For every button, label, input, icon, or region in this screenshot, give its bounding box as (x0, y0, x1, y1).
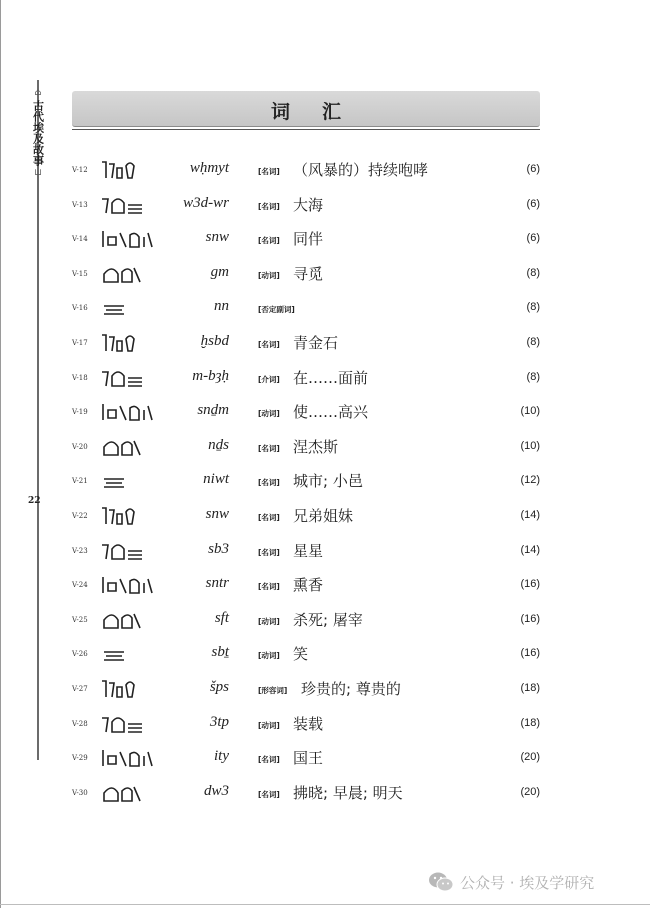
page-reference: (10) (520, 439, 540, 452)
part-of-speech: [名词] (258, 167, 280, 176)
hieroglyph-icon (100, 262, 180, 286)
hieroglyph-icon (100, 400, 180, 424)
hieroglyph-icon (100, 193, 180, 217)
part-of-speech: [名词] (258, 547, 280, 557)
vocab-entry (72, 777, 542, 812)
part-of-speech: [动词] (258, 616, 280, 626)
vocab-entry (72, 673, 542, 708)
watermark (428, 870, 594, 894)
vocab-entry (72, 258, 542, 293)
hieroglyph-icon (100, 539, 180, 563)
hieroglyph-group-icon (100, 642, 180, 666)
meaning: 寻觅 (293, 264, 324, 283)
entry-id: V-29 (72, 754, 88, 763)
page-reference: (8) (526, 335, 540, 348)
transliteration: wḥmyt (189, 160, 229, 176)
vocab-entry (72, 189, 542, 224)
entry-id: V-18 (72, 373, 88, 382)
meaning: 国王 (293, 749, 324, 768)
entry-id: V-22 (72, 511, 88, 520)
hieroglyph-icon (100, 296, 180, 320)
meaning: 同伴 (293, 230, 324, 249)
hieroglyph-group-icon (100, 400, 180, 424)
transliteration: snw (205, 505, 229, 522)
page-reference: (20) (520, 785, 540, 798)
hieroglyph-group-icon (100, 227, 180, 251)
hieroglyph-group-icon (100, 193, 180, 217)
page-reference: (8) (526, 301, 540, 314)
page-reference: (6) (526, 197, 540, 210)
vocab-entry (72, 742, 542, 777)
entry-id: V-15 (72, 269, 88, 278)
part-of-speech: [名词] (258, 582, 280, 592)
page-reference: (10) (520, 405, 540, 418)
hieroglyph-group-icon (100, 366, 180, 390)
meaning: 珍贵的; 尊贵的 (301, 679, 401, 698)
entry-id: V-27 (72, 684, 88, 693)
page-edge-bottom (0, 904, 650, 905)
part-of-speech: [名词] (258, 339, 280, 349)
entry-id: V-13 (72, 200, 88, 209)
meaning: 拂晓; 早晨; 明天 (293, 783, 403, 802)
entry-id: V-20 (72, 442, 88, 451)
vocab-entry (72, 396, 542, 431)
hieroglyph-icon (100, 677, 180, 701)
transliteration: gm (210, 263, 229, 280)
entry-id: V-26 (72, 650, 88, 659)
part-of-speech: [动词] (258, 409, 280, 419)
hieroglyph-group-icon (100, 539, 180, 563)
vocab-entry (72, 362, 542, 397)
part-of-speech: [名词] (258, 755, 280, 765)
watermark-text: 公众号 · 埃及学研究 (460, 873, 595, 892)
hieroglyph-icon (100, 746, 180, 770)
side-bottom-ornament: ⊔ (34, 168, 42, 178)
part-of-speech: [介词] (258, 374, 280, 384)
header-underline (72, 129, 540, 130)
page-reference: (14) (520, 508, 540, 521)
hieroglyph-group-icon (100, 677, 180, 701)
transliteration: snḏm (197, 402, 229, 419)
hieroglyph-icon (100, 608, 180, 632)
meaning: 在……面前 (293, 368, 369, 387)
part-of-speech: [形容词] (258, 685, 288, 695)
part-of-speech: [名词] (258, 236, 280, 246)
page-reference: (6) (526, 232, 540, 245)
entry-id: V-16 (72, 304, 88, 313)
meaning: 装载 (293, 714, 324, 733)
meaning: 杀死; 屠宰 (293, 610, 363, 629)
transliteration: šps (209, 678, 229, 695)
transliteration: sb3 (208, 540, 229, 557)
hieroglyph-icon (100, 469, 180, 493)
hieroglyph-group-icon (100, 435, 180, 459)
part-of-speech: [名词] (258, 443, 280, 453)
hieroglyph-icon (100, 642, 180, 666)
vocab-entry (72, 154, 542, 189)
transliteration: m-bȝḥ (192, 367, 229, 384)
meaning: 熏香 (293, 576, 324, 595)
vocab-entry (72, 638, 542, 673)
entry-id: V-12 (72, 166, 88, 174)
transliteration: niwt (203, 471, 229, 488)
hieroglyph-icon (100, 781, 180, 805)
entry-id: V-28 (72, 719, 88, 728)
hieroglyph-icon (100, 366, 180, 390)
part-of-speech: [动词] (258, 270, 280, 280)
transliteration: nḏs (208, 436, 229, 453)
page-reference: (16) (520, 578, 540, 591)
section-title: 词汇 (270, 101, 373, 123)
meaning: 星星 (293, 541, 324, 560)
part-of-speech: [名词] (258, 201, 280, 211)
meaning: 城市; 小邑 (293, 472, 363, 491)
meaning: 使……高兴 (293, 403, 369, 422)
meaning: 大海 (293, 195, 324, 214)
vocab-entry (72, 500, 542, 535)
transliteration: snw (205, 229, 229, 246)
meaning: （风暴的）持续咆哮 (293, 161, 429, 179)
transliteration: sntr (205, 575, 229, 592)
entry-id: V-21 (72, 477, 88, 486)
part-of-speech: [名词] (258, 512, 280, 522)
entry-id: V-24 (72, 581, 88, 590)
page-edge-left (0, 0, 1, 908)
transliteration: 3tp (209, 713, 229, 730)
hieroglyph-group-icon (100, 296, 180, 320)
hieroglyph-icon (100, 227, 180, 251)
meaning: 青金石 (293, 333, 339, 352)
page-reference: (16) (520, 647, 540, 660)
vocab-entry (72, 292, 542, 327)
page-reference: (18) (520, 681, 540, 694)
transliteration: sft (214, 609, 229, 626)
hieroglyph-group-icon (100, 573, 180, 597)
hieroglyph-group-icon (100, 712, 180, 736)
vocab-entry (72, 465, 542, 500)
hieroglyph-icon (100, 712, 180, 736)
page-reference: (12) (520, 474, 540, 487)
transliteration: w3d-wr (183, 194, 229, 211)
hieroglyph-group-icon (100, 469, 180, 493)
hieroglyph-group-icon (100, 608, 180, 632)
vocab-entry (72, 327, 542, 362)
page-reference: (6) (526, 163, 540, 175)
entry-id: V-14 (72, 235, 88, 244)
part-of-speech: [动词] (258, 720, 280, 730)
side-running-title (29, 88, 47, 178)
entry-id: V-23 (72, 546, 88, 555)
vocab-entry (72, 569, 542, 604)
entry-id: V-17 (72, 338, 88, 347)
page-reference: (8) (526, 370, 540, 383)
side-top-ornament: ⌂ (34, 88, 42, 98)
page-reference: (14) (520, 543, 540, 556)
hieroglyph-icon (100, 435, 180, 459)
entry-id: V-19 (72, 408, 88, 417)
vocabulary-list (72, 154, 542, 811)
transliteration: sbṯ (211, 644, 229, 661)
hieroglyph-group-icon (100, 781, 180, 805)
meaning: 涅杰斯 (293, 437, 339, 456)
hieroglyph-icon (100, 573, 180, 597)
entry-id: V-25 (72, 615, 88, 624)
transliteration: dw3 (203, 782, 229, 799)
transliteration: nn (214, 298, 229, 315)
part-of-speech: [否定副词] (258, 305, 295, 315)
wechat-icon (428, 871, 454, 893)
hieroglyph-group-icon (100, 262, 180, 286)
hieroglyph-icon (100, 331, 180, 355)
hieroglyph-icon (100, 504, 180, 528)
part-of-speech: [名词] (258, 789, 280, 799)
page-number: 22 (28, 496, 41, 506)
vocab-entry (72, 708, 542, 743)
transliteration: ity (214, 748, 229, 765)
vocab-entry (72, 431, 542, 466)
part-of-speech: [动词] (258, 651, 280, 661)
hieroglyph-group-icon (100, 504, 180, 528)
hieroglyph-group-icon (100, 746, 180, 770)
hieroglyph-group-icon (100, 331, 180, 355)
transliteration: ḫsbd (200, 332, 229, 349)
side-title-text: 古代埃及故事 (31, 100, 45, 166)
part-of-speech: [名词] (258, 478, 280, 488)
meaning: 兄弟姐妹 (293, 506, 354, 525)
meaning: 笑 (293, 645, 309, 664)
vocab-entry (72, 604, 542, 639)
page-reference: (20) (520, 751, 540, 764)
hieroglyph-group-icon (100, 158, 180, 182)
vocab-entry (72, 535, 542, 570)
section-header (72, 91, 540, 127)
entry-id: V-30 (72, 788, 88, 797)
page-reference: (16) (520, 612, 540, 625)
side-rule (37, 80, 39, 760)
vocab-entry (72, 223, 542, 258)
hieroglyph-icon (100, 158, 180, 182)
page-reference: (18) (520, 716, 540, 729)
page-reference: (8) (526, 266, 540, 279)
